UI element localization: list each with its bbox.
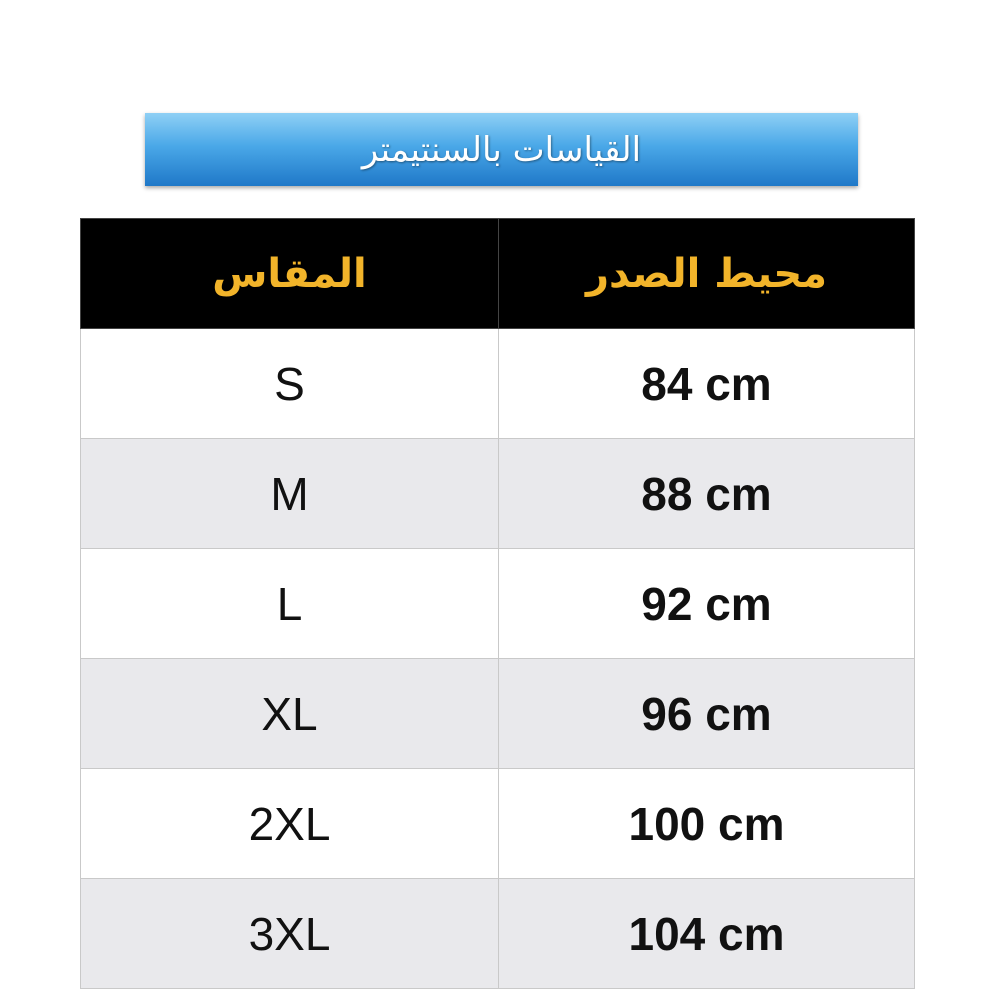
table-row — [81, 659, 915, 769]
size-cell: L — [81, 549, 499, 659]
chest-cell: 100 cm — [499, 769, 915, 879]
chest-cell: 96 cm — [499, 659, 915, 769]
chest-cell: 84 cm — [499, 329, 915, 439]
size-cell: M — [81, 439, 499, 549]
table-row — [81, 439, 915, 549]
chest-cell: 104 cm — [499, 879, 915, 989]
chest-cell: 88 cm — [499, 439, 915, 549]
size-cell: S — [81, 329, 499, 439]
header-size: المقاس — [81, 219, 499, 329]
table-row — [81, 769, 915, 879]
title-banner — [145, 113, 858, 186]
table-row — [81, 329, 915, 439]
chest-cell: 92 cm — [499, 549, 915, 659]
table-row — [81, 879, 915, 989]
header-chest: محيط الصدر — [499, 219, 915, 329]
size-chart-table — [80, 218, 915, 989]
size-cell: 2XL — [81, 769, 499, 879]
size-cell: XL — [81, 659, 499, 769]
table-row — [81, 549, 915, 659]
table-header-row — [81, 219, 915, 329]
size-cell: 3XL — [81, 879, 499, 989]
page-title: القياسات بالسنتيمتر — [361, 129, 642, 170]
